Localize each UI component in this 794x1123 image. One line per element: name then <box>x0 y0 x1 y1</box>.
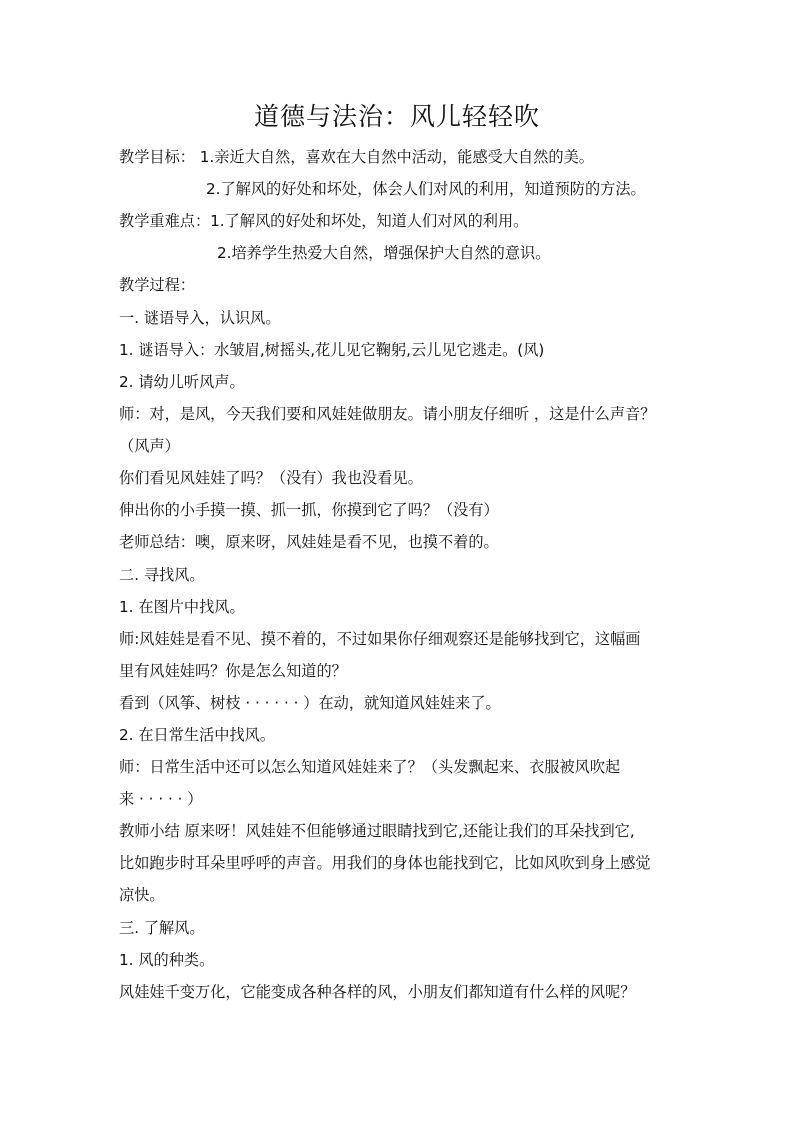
key-points-line-2: 2.培养学生热爱大自然，增强保护大自然的意识。 <box>217 244 551 262</box>
text-line: 里有风娃娃吗？你是怎么知道的？ <box>119 662 347 680</box>
text-line: 师:风娃娃是看不见、摸不着的，不过如果你仔细观察还是能够找到它，这幅画 <box>119 630 641 648</box>
text-line: 师：日常生活中还可以怎么知道风娃娃来了？（头发飘起来、衣服被风吹起 <box>119 758 621 776</box>
text-line: 你们看见风娃娃了吗？（没有）我也没看见。 <box>119 469 423 487</box>
process-heading: 教学过程： <box>119 276 195 294</box>
key-points-line-1: 教学重难点：1.了解风的好处和坏处，知道人们对风的利用。 <box>119 212 529 230</box>
text-line: 教师小结 原来呀！风娃娃不但能够通过眼睛找到它,还能让我们的耳朵找到它, <box>119 822 635 840</box>
text-line: （风声） <box>119 437 180 455</box>
text-line: 2. 在日常生活中找风。 <box>119 726 276 744</box>
text-line: 师：对，是风，今天我们要和风娃娃做朋友。请小朋友仔细听 ，这是什么声音？ <box>119 405 656 423</box>
text-line: 1. 在图片中找风。 <box>119 598 245 616</box>
section-heading-3: 三. 了解风。 <box>119 919 205 937</box>
section-heading-1: 一. 谜语导入，认识风。 <box>119 309 281 327</box>
objective-line-2: 2.了解风的好处和坏处，体会人们对风的利用，知道预防的方法。 <box>206 180 646 198</box>
document-title: 道德与法治：风儿轻轻吹 <box>253 102 540 131</box>
section-heading-2: 二. 寻找风。 <box>119 566 205 584</box>
text-line: 凉快。 <box>119 886 165 904</box>
text-line: 1. 谜语导入：水皱眉,树摇头,花儿见它鞠躬,云儿见它逃走。(风) <box>119 341 545 359</box>
text-line: 来 · · · · · ） <box>119 790 203 808</box>
text-line: 2. 请幼儿听风声。 <box>119 373 245 391</box>
text-line: 比如跑步时耳朵里呼呼的声音。用我们的身体也能找到它，比如风吹到身上感觉 <box>119 854 651 872</box>
text-line: 风娃娃千变万化，它能变成各种各样的风，小朋友们都知道有什么样的风呢？ <box>119 983 636 1001</box>
text-line: 老师总结：噢，原来呀，风娃娃是看不见，也摸不着的。 <box>119 533 499 551</box>
objective-line-1: 教学目标： 1.亲近大自然，喜欢在大自然中活动，能感受大自然的美。 <box>119 148 594 166</box>
text-line: 伸出你的小手摸一摸、抓一抓，你摸到它了吗？（没有） <box>119 501 499 519</box>
text-line: 看到（风筝、树枝 · · · · · · ）在动，就知道风娃娃来了。 <box>119 694 501 712</box>
text-line: 1. 风的种类。 <box>119 951 215 969</box>
